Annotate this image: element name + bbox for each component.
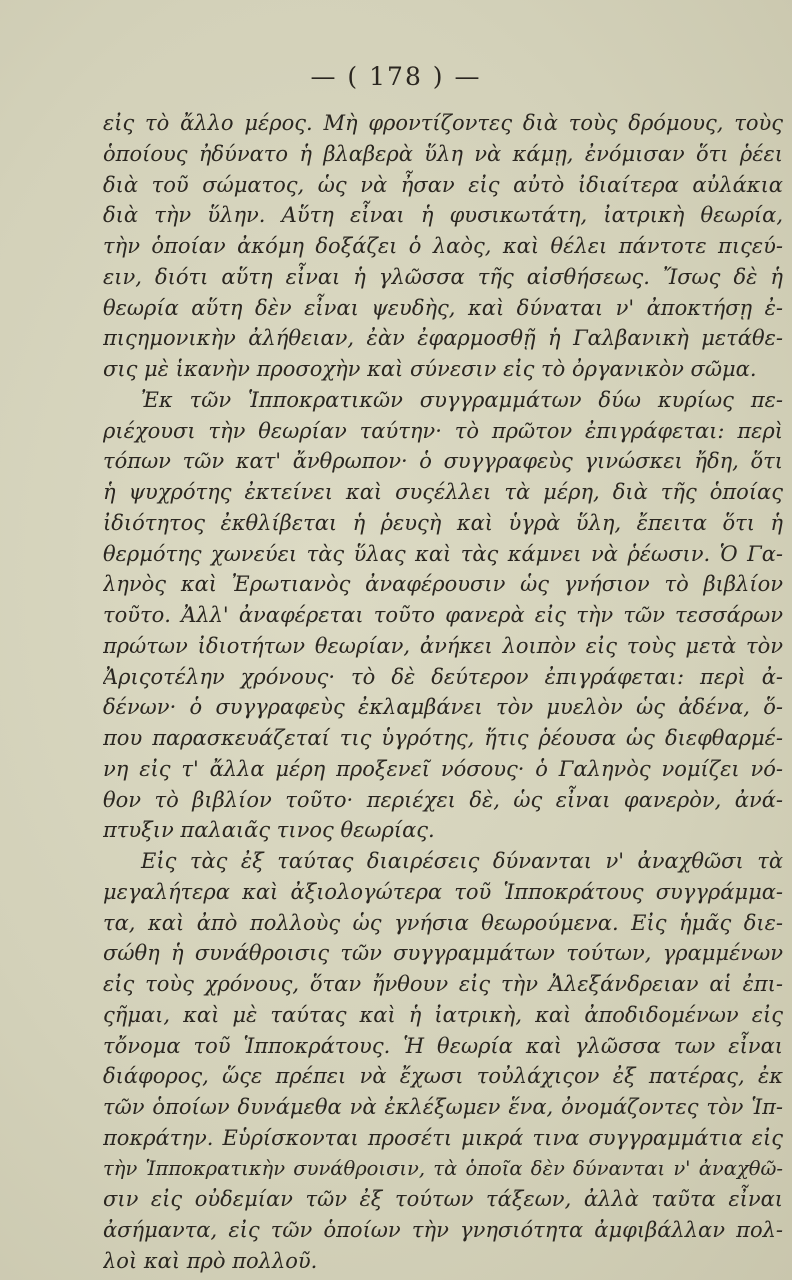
text-line: Ἀριςοτέλην χρόνους· τὸ δὲ δεύτερον ἐπιγράφεται: περὶ ἀ- [103,664,783,689]
text-line: λοὶ καὶ πρὸ πολλοῦ. [103,1248,318,1273]
text-line: ςῆμαι, καὶ μὲ ταύτας καὶ ἡ ἰατρικὴ, καὶ ἀποδιδομένων εἰς [103,1002,783,1027]
text-line: ριέχουσι τὴν θεωρίαν ταύτην· τὸ πρῶτον ἐπιγράφεται: περὶ [103,418,783,443]
text-line: σιν εἰς οὐδεμίαν τῶν ἐξ τούτων τάξεων, ἀλλὰ ταῦτα εἶναι [103,1187,783,1212]
text-line: νη εἰς τ' ἄλλα μέρη προξενεῖ νόσους· ὁ Γαληνὸς νομίζει νό- [103,756,783,781]
text-line: εἰς τὸ ἄλλο μέρος. Μὴ φροντίζοντες διὰ τοὺς δρόμους, τοὺς [103,111,783,135]
text-line: σώθη ἡ συνάθροισις τῶν συγγραμμάτων τούτων, γραμμένων [103,941,783,966]
text-line: τὴν ὁποίαν ἀκόμη δοξάζει ὁ λαὸς, καὶ θέλει πάντοτε πιςεύ- [103,234,783,258]
text-line: διὰ τὴν ὕλην. Αὕτη εἶναι ἡ φυσικωτάτη, ἰατρικὴ θεωρία, [103,203,783,228]
text-line: ληνὸς καὶ Ἐρωτιανὸς ἀναφέρουσιν ὡς γνήσιον τὸ βιβλίον [103,572,783,597]
text-line: εἰς τοὺς χρόνους, ὅταν ἤνθουν εἰς τὴν Ἀλεξάνδρειαν αἱ ἐπι- [103,972,783,996]
text-line: ποκράτην. Εὑρίσκονται προσέτι μικρά τινα συγγραμμάτια εἰς [103,1125,783,1150]
text-line: τὄνομα τοῦ Ἱπποκράτους. Ἡ θεωρία καὶ γλῶσσα των εἶναι [103,1033,783,1058]
text-line: τὴν Ἱπποκρατικὴν συνάθροισιν, τὰ ὁποῖα δὲν δύνανται ν' ἀναχθῶ- [103,1156,783,1180]
text-line: πιςημονικὴν ἀλήθειαν, ἐὰν ἐφαρμοσθῇ ἡ Γαλβανικὴ μετάθε- [103,326,783,351]
text-line: ὁποίους ἠδύνατο ἡ βλαβερὰ ὕλη νὰ κάμῃ, ἐνόμισαν ὅτι ῥέει [103,141,783,166]
text-line: θεωρία αὕτη δὲν εἶναι ψευδὴς, καὶ δύναται ν' ἀποκτήσῃ ἐ- [103,295,783,320]
text-line: που παρασκευάζεταί τις ὑγρότης, ἥτις ῥέουσα ὡς διεφθαρμέ- [103,726,783,750]
text-line: μεγαλήτερα καὶ ἀξιολογώτερα τοῦ Ἱπποκράτους συγγράμμα- [103,879,783,904]
text-line: ἡ ψυχρότης ἐκτείνει καὶ συςέλλει τὰ μέρη, διὰ τῆς ὁποίας [103,480,783,504]
text-line: ἰδιότητος ἐκθλίβεται ἡ ῥευςὴ καὶ ὑγρὰ ὕλη, ἔπειτα ὅτι ἡ [103,510,783,535]
text-line: θον τὸ βιβλίον τοῦτο· περιέχει δὲ, ὡς εἶναι φανερὸν, ἀνά- [103,787,783,812]
page-number-header: — ( 178 ) — [310,62,482,91]
text-line: Ἐκ τῶν Ἱπποκρατικῶν συγγραμμάτων δύω κυρίως πε- [141,387,783,412]
text-line: διὰ τοῦ σώματος, ὡς νὰ ἦσαν εἰς αὐτὸ ἰδιαίτερα αὐλάκια [103,172,783,197]
text-line: δένων· ὁ συγγραφεὺς ἐκλαμβάνει τὸν μυελὸν ὡς ἀδένα, ὅ- [103,695,783,720]
text-line: πρώτων ἰδιοτήτων θεωρίαν, ἀνήκει λοιπὸν εἰς τοὺς μετὰ τὸν [103,633,783,658]
body-text [103,108,783,1277]
text-line: Εἰς τὰς ἐξ ταύτας διαιρέσεις δύνανται ν' ἀναχθῶσι τὰ [141,849,783,873]
text-line: τοῦτο. Ἀλλ' ἀναφέρεται τοῦτο φανερὰ εἰς τὴν τῶν τεσσάρων [103,603,783,627]
text-line: τῶν ὁποίων δυνάμεθα νὰ ἐκλέξωμεν ἕνα, ὀνομάζοντες τὸν Ἱπ- [103,1095,783,1119]
text-line: τόπων τῶν κατ' ἄνθρωπον· ὁ συγγραφεὺς γινώσκει ἤδη, ὅτι [103,449,783,474]
text-line: σις μὲ ἱκανὴν προσοχὴν καὶ σύνεσιν εἰς τὸ ὀργανικὸν σῶμα. [103,357,757,381]
text-line: ἀσήμαντα, εἰς τῶν ὁποίων τὴν γνησιότητα ἀμφιβάλλαν πολ- [103,1218,783,1242]
text-line: διάφορος, ὥςε πρέπει νὰ ἔχωσι τοὐλάχιςον ἐξ πατέρας, ἐκ [103,1064,783,1089]
text-line: ειν, διότι αὕτη εἶναι ἡ γλῶσσα τῆς αἰσθήσεως. Ἴσως δὲ ἡ [103,264,783,289]
text-line: πτυξιν παλαιᾶς τινος θεωρίας. [103,818,435,843]
text-line: θερμότης χωνεύει τὰς ὕλας καὶ τὰς κάμνει νὰ ῥέωσιν. Ὁ Γα- [103,541,783,566]
text-line: τα, καὶ ἀπὸ πολλοὺς ὡς γνήσια θεωρούμενα. Εἰς ἡμᾶς διε- [103,910,783,935]
